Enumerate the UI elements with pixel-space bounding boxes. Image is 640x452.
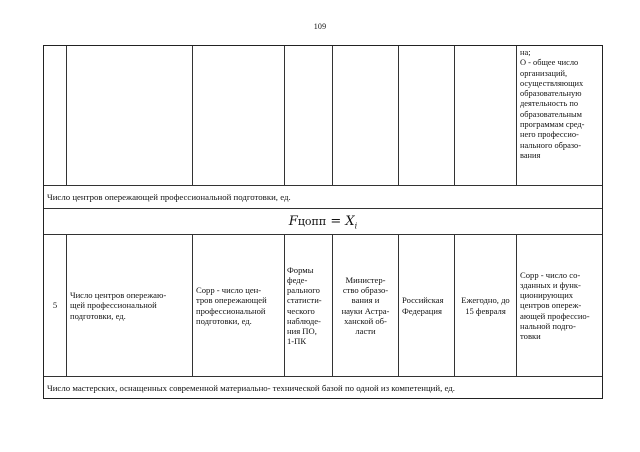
formula-lhs-sub: цопп <box>297 215 327 228</box>
note-line: зданных и функ- <box>520 279 581 290</box>
col-divider <box>192 46 193 185</box>
org-line: ласти <box>355 325 376 336</box>
source-line: 1-ПК <box>287 336 307 347</box>
definition-cell <box>193 235 284 376</box>
note-line: деятельность по <box>520 99 579 109</box>
formula-eq: = <box>326 214 346 229</box>
source-line: наблюде- <box>287 315 321 326</box>
formula-rhs: X <box>345 214 355 229</box>
name-line: подготовки, ед. <box>70 310 126 321</box>
note-line: на; <box>520 48 531 57</box>
row-divider <box>44 208 602 209</box>
period-cell <box>455 235 516 376</box>
period-line: 15 февраля <box>465 305 506 316</box>
org-line: вания и <box>351 295 380 306</box>
def-line: профессиональной <box>196 305 266 316</box>
note-line: нального образо- <box>520 140 582 150</box>
section-title: Число мастерских, оснащенных современной материально- технической базой по одной из компетенций, ед. <box>47 383 455 393</box>
note-line: нальной подго- <box>520 320 576 331</box>
def-line: подготовки, ед. <box>196 315 252 326</box>
row-number: 5 <box>52 300 58 311</box>
row-divider <box>44 376 602 377</box>
note-line: программам сред- <box>520 120 585 130</box>
note-line: О - общее число <box>520 58 579 68</box>
name-line: Число центров опережаю- <box>70 290 167 301</box>
source-line: феде- <box>287 274 308 285</box>
note-line: ающей профессио- <box>520 310 590 321</box>
formula-rhs-sub: i <box>354 221 358 231</box>
note-line: товки <box>520 331 541 341</box>
note-line: организаций, <box>520 68 568 78</box>
source-cell <box>285 235 332 376</box>
col-divider <box>332 46 333 185</box>
source-line: ния ПО, <box>287 325 317 336</box>
level-text: Российская Федерация <box>402 295 444 316</box>
note-line: ционирующих <box>520 290 574 301</box>
col-divider <box>454 46 455 185</box>
level-cell <box>399 235 454 376</box>
note-line: Сорр - число со- <box>520 269 581 280</box>
note-line: вания <box>520 150 541 160</box>
org-line: ство образо- <box>342 285 389 296</box>
col-divider <box>284 46 285 185</box>
note-line: осуществляющих <box>520 78 584 88</box>
source-line: статисти- <box>287 295 322 306</box>
source-line: ческого <box>287 305 315 316</box>
section-title: Число центров опережающей профессиональной подготовки, ед. <box>47 192 291 202</box>
note-line: образовательным <box>520 109 582 119</box>
indicator-table <box>43 45 603 399</box>
source-line: Формы <box>287 264 314 275</box>
formula-lhs: F <box>288 214 298 229</box>
org-line: ханской об- <box>344 315 387 326</box>
def-line: тров опережающей <box>196 295 267 306</box>
page-number: 109 <box>313 22 327 31</box>
organization-cell <box>333 235 398 376</box>
source-line: рального <box>287 285 320 296</box>
name-line: щей профессиональной <box>70 300 157 311</box>
indicator-name-cell <box>67 235 192 376</box>
top-row-note-cell <box>517 48 602 184</box>
col-divider <box>66 46 67 185</box>
org-line: Министер- <box>345 274 386 285</box>
def-line: Сорр - число цен- <box>196 285 262 296</box>
period-line: Ежегодно, до <box>461 295 510 306</box>
note-cell <box>517 235 602 376</box>
note-line: центров опереж- <box>520 300 582 311</box>
row-divider <box>44 185 602 186</box>
formula <box>44 214 602 231</box>
note-line: него профессио- <box>520 130 579 140</box>
org-line: науки Астра- <box>341 305 390 316</box>
note-line: образовательную <box>520 89 582 99</box>
col-divider <box>398 46 399 185</box>
